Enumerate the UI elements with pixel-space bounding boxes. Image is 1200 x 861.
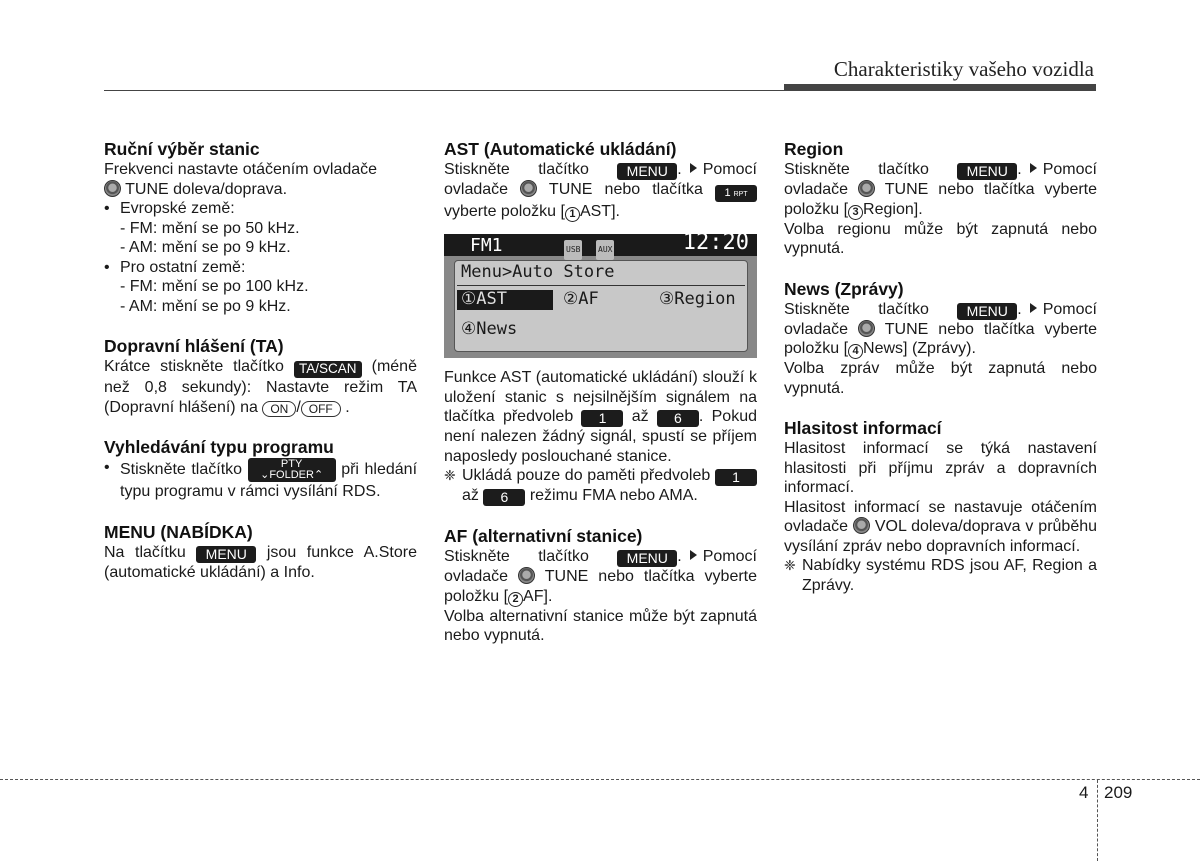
list-item: • Evropské země: — [104, 199, 417, 219]
menu-button-icon: MENU — [196, 546, 256, 563]
circled-number-2-icon: 2 — [508, 592, 523, 607]
off-button-icon: OFF — [301, 401, 341, 417]
list-item: - AM: mění se po 9 kHz. — [120, 297, 291, 315]
menu-button-icon: MENU — [617, 163, 677, 180]
paragraph: Volba regionu může být zapnutá nebo vypnutá. — [784, 220, 1097, 257]
circled-number-3-icon: 3 — [848, 205, 863, 220]
paragraph: Krátce stiskněte tlačítko TA/SCAN (méně než 0,8 sekundy): Nastavte režim TA (Dopravní hlášení) na ON / OFF . — [104, 358, 417, 416]
page-header-title: Charakteristiky vašeho vozidla — [833, 57, 1094, 81]
paragraph: Volba zpráv může být zapnutá nebo vypnutá. — [784, 360, 1097, 397]
display-divider — [457, 285, 745, 286]
column-2 — [444, 138, 757, 646]
list-item: • Pro ostatní země: — [104, 258, 417, 278]
bullet-list — [104, 199, 417, 219]
display-menu-title: Menu>Auto Store — [461, 262, 615, 282]
section-title-region: Region — [784, 139, 844, 159]
menu-button-icon: MENU — [957, 163, 1017, 180]
list-item: • Stiskněte tlačítko PTY ⌄FOLDER⌃ při hledání typu programu v rámci vysílání RDS. — [104, 458, 417, 502]
section-title-program-type: Vyhledávání typu programu — [104, 437, 334, 457]
menu-button-icon: MENU — [617, 550, 677, 567]
preset-1-button-icon: 1 — [581, 410, 623, 427]
arrow-right-icon — [1030, 303, 1037, 313]
aux-icon: AUX — [596, 240, 614, 260]
section-title-traffic-announcement: Dopravní hlášení (TA) — [104, 336, 284, 356]
arrow-right-icon — [690, 163, 697, 173]
bullet-list — [104, 258, 417, 278]
preset-6-button-icon: 6 — [657, 410, 699, 427]
list-item: - FM: mění se po 100 kHz. — [120, 278, 309, 295]
paragraph: Stiskněte tlačítko MENU . Pomocí ovladače TUNE nebo tlačítka 1 RPT vyberte položku [ 1 AST]. — [444, 161, 757, 220]
tune-knob-icon — [858, 320, 875, 337]
bullet-list — [104, 458, 417, 502]
tune-knob-icon — [518, 567, 535, 584]
section-title-menu: MENU (NABÍDKA) — [104, 521, 253, 542]
display-option-region: ③Region — [659, 289, 736, 309]
paragraph: Na tlačítku MENU jsou funkce A.Store (automatické ukládání) a Info. — [104, 543, 417, 581]
usb-icon: USB — [564, 240, 582, 260]
ta-scan-button-icon: TA/SCAN — [294, 361, 362, 378]
circled-number-4-icon: 4 — [848, 344, 863, 359]
column-1 — [104, 138, 417, 582]
section-title-ast: AST (Automatické ukládání) — [444, 139, 677, 159]
section-title-info-volume: Hlasitost informací — [784, 418, 942, 438]
display-option-af: ②AF — [563, 289, 599, 309]
header-rule-accent — [784, 84, 1096, 90]
display-band: FM1 — [470, 235, 503, 256]
footer-rule — [0, 779, 1200, 780]
circled-number-1-icon: 1 — [565, 207, 580, 222]
display-option-news: ④News — [461, 319, 518, 339]
radio-display-image — [444, 230, 757, 358]
tune-knob-icon — [520, 180, 537, 197]
note: ❈ Nabídky systému RDS jsou AF, Region a Zprávy. — [784, 556, 1097, 595]
section-title-af: AF (alternativní stanice) — [444, 526, 643, 546]
page-number: 209 — [1104, 783, 1133, 802]
on-button-icon: ON — [262, 401, 296, 417]
display-clock: 12:20 — [682, 230, 749, 255]
header-rule — [104, 90, 1096, 91]
preset-6-button-icon: 6 — [483, 489, 525, 506]
vol-knob-icon — [853, 517, 870, 534]
list-item: - FM: mění se po 50 kHz. — [120, 219, 300, 237]
display-option-ast: ①AST — [457, 290, 553, 310]
chapter-number: 4 — [1079, 783, 1089, 802]
note: ❈ Ukládá pouze do paměti předvoleb 1 až 6 režimu FMA nebo AMA. — [444, 466, 757, 506]
paragraph: Stiskněte tlačítko MENU . Pomocí ovladače TUNE nebo tlačítka vyberte položku [ 3 Region]. — [784, 161, 1098, 218]
column-3 — [784, 138, 1097, 595]
arrow-right-icon — [690, 550, 697, 560]
paragraph: Frekvenci nastavte otáčením ovladače TUNE doleva/doprava. — [104, 161, 378, 198]
section-title-news: News (Zprávy) — [784, 278, 904, 299]
paragraph: Funkce AST (automatické ukládání) slouží k uložení stanic s nejsilnějším signálem na tlačítka předvoleb 1 až 6 . Pokud není nalezen žádný signál, spustí se příjem naposledy poslouchané stanice. — [444, 369, 757, 465]
preset-1-rpt-button-icon: 1 RPT — [715, 185, 757, 202]
pty-folder-button-icon: PTY ⌄FOLDER⌃ — [248, 458, 336, 482]
display-menu-area — [454, 260, 748, 352]
menu-button-icon: MENU — [957, 303, 1017, 320]
tune-knob-icon — [104, 180, 121, 197]
preset-1-button-icon: 1 — [715, 469, 757, 486]
tune-knob-icon — [858, 180, 875, 197]
list-item: - AM: mění se po 9 kHz. — [120, 239, 291, 256]
paragraph: Stiskněte tlačítko MENU . Pomocí ovladače TUNE nebo tlačítka vyberte položku [ 4 News] (Zprávy). — [784, 300, 1098, 357]
section-title-manual-tuning: Ruční výběr stanic — [104, 139, 260, 159]
footer-divider — [1097, 780, 1098, 861]
paragraph: Volba alternativní stanice může být zapnutá nebo vypnutá. — [444, 607, 757, 644]
paragraph: Hlasitost informací se nastavuje otáčením ovladače VOL doleva/doprava v průběhu vysílání zpráv nebo dopravních informací. — [784, 498, 1098, 555]
paragraph: Hlasitost informací se týká nastavení hlasitosti při příjmu zpráv a dopravních informací. — [784, 440, 1097, 496]
arrow-right-icon — [1030, 163, 1037, 173]
paragraph: Stiskněte tlačítko MENU . Pomocí ovladače TUNE nebo tlačítka vyberte položku [ 2 AF]. — [444, 548, 758, 605]
